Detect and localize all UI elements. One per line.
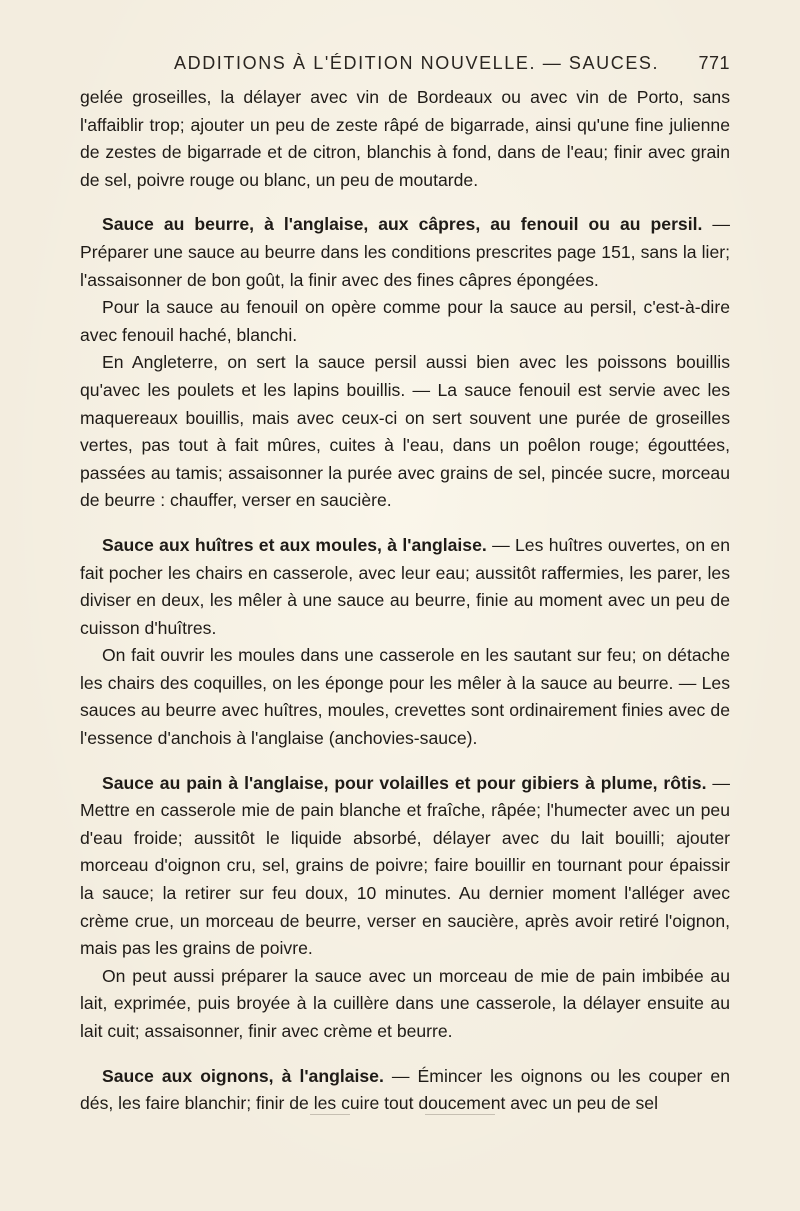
paragraph-mie-de-pain: [80, 963, 730, 1046]
paragraph-text: — Émincer les oignons ou les couper en dés, les faire blanchir; finir de les cuire tout doucement avec un peu de sel: [80, 1065, 730, 1114]
section-title: Sauce aux oignons, à l'anglaise.: [102, 1065, 384, 1086]
paragraph-text: Pour la sauce au fenouil on opère comme pour la sauce au persil, c'est-à-dire avec fenouil haché, blanchi.: [80, 297, 730, 345]
running-title: ADDITIONS À L'ÉDITION NOUVELLE. — SAUCES.: [174, 53, 660, 73]
page-number: 771: [698, 53, 730, 73]
paragraph-text: — Mettre en casserole mie de pain blanche et fraîche, râpée; l'humecter avec un peu d'eau froide; aussitôt le liquide absorbé, délayer avec du lait bouilli; ajouter morceau d'oignon cru, sel, grains de poivre; faire bouillir en tournant pour épaissir la sauce; la retirer sur feu doux, 10 minutes. Au dernier moment l'alléger avec crème crue, un morceau de beurre, verser en saucière, après avoir retiré l'oignon, mais pas les grains de poivre.: [80, 772, 730, 959]
paragraph-text: On fait ouvrir les moules dans une casserole en les sautant sur feu; on détache les chairs des coquilles, on les éponge pour les mêler à la sauce au beurre. — Les sauces au beurre avec huîtres, moules, crevettes sont ordinairement finies avec de l'essence d'anchois à l'anglaise (anchovies-sauce).: [80, 645, 730, 749]
section-title: Sauce aux huîtres et aux moules, à l'anglaise.: [102, 534, 487, 555]
smudge-mark: [425, 1114, 495, 1115]
paragraph-text: gelée groseilles, la délayer avec vin de Bordeaux ou avec vin de Porto, sans l'affaiblir trop; ajouter un peu de zeste râpé de bigarrade, ainsi qu'une fine julienne de zestes de bigarrade et de citron, blanchis à fond, dans de l'eau; finir avec grain de sel, poivre rouge ou blanc, un peu de moutarde.: [80, 87, 730, 190]
paragraph-text: — Préparer une sauce au beurre dans les conditions prescrites page 151, sans la lier; l'assaisonner de bon goût, la finir avec des fines câpres épongées.: [80, 214, 731, 290]
paragraph-text: On peut aussi préparer la sauce avec un morceau de mie de pain imbibée au lait, exprimée, puis broyée à la cuillère dans une casserole, la délayer ensuite au lait cuit; assaisonner, finir avec crème et beurre.: [80, 965, 730, 1041]
paragraph-moules: [80, 642, 730, 752]
paragraph-angleterre: [80, 349, 730, 515]
section-title: Sauce au beurre, à l'anglaise, aux câpres, au fenouil ou au persil.: [102, 214, 703, 235]
paragraph-fenouil: [80, 294, 730, 349]
page-header: [80, 53, 730, 79]
paragraph-text: En Angleterre, on sert la sauce persil aussi bien avec les poissons bouillis qu'avec les poulets et les lapins bouillis. — La sauce fenouil est servie avec les maquereaux bouillis, mais avec ceux-ci on sert souvent une purée de groseilles vertes, pas tout à fait mûres, cuites à l'eau, dans un poêlon rouge; égouttées, passées au tamis; assaisonner la purée avec grains de sel, pincée sucre, morceau de beurre : chauffer, verser en saucière.: [80, 352, 730, 511]
smudge-mark: [310, 1114, 350, 1115]
paragraph-continuation: [80, 84, 730, 194]
section-title: Sauce au pain à l'anglaise, pour volailles et pour gibiers à plume, rôtis.: [102, 772, 707, 793]
paragraph-text: — Les huîtres ouvertes, on en fait pocher les chairs en casserole, avec leur eau; aussitôt raffermies, les parer, les diviser en deux, les mêler à une sauce au beurre, finie au moment avec un peu de cuisson d'huîtres.: [80, 534, 731, 638]
body-text: [80, 84, 730, 1118]
print-smudge-marks: [80, 1110, 730, 1120]
paragraph-sauce-au-pain: [80, 770, 730, 963]
paragraph-sauce-aux-huitres: [80, 532, 730, 642]
paragraph-sauce-au-beurre: [80, 211, 730, 294]
